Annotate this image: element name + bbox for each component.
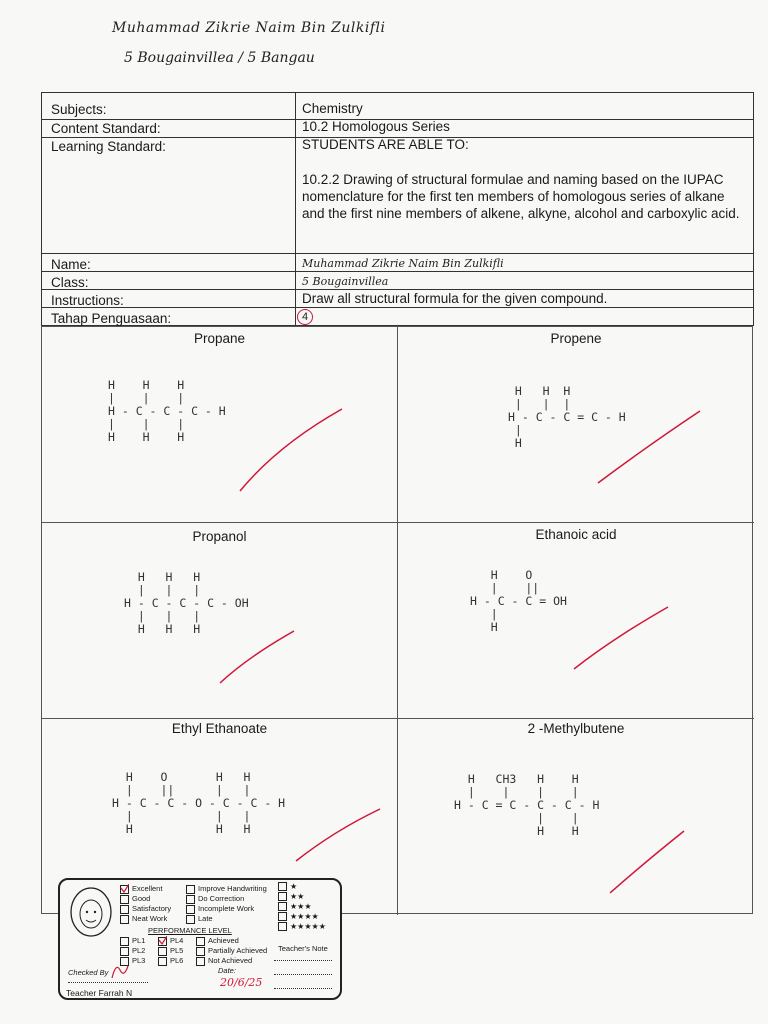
pl-option: PL1 [132,936,146,945]
checkbox [186,915,195,924]
pl-option: PL6 [170,956,184,965]
info-table [41,92,754,326]
teacher-name: Teacher Farrah N [66,988,133,998]
learning-standard-detail: 10.2.2 Drawing of structural formulae and naming based on the IUPAC nomenclature for the first ten members of homologous series of alkane and the first nine members of alkene, alkyne, alcohol and carboxylic acid. [302,172,740,221]
checkbox [278,882,287,891]
pl-option: PL3 [132,956,146,965]
compound-title: Propanol [192,529,247,544]
instructions-label: Instructions: [51,293,124,308]
instructions-value: Draw all structural formula for the given compound. [302,291,608,306]
structural-formula: H O | || H - C - C = OH | H [470,568,567,634]
compound-title: 2 -Methylbutene [527,721,625,736]
checkbox-pl4 [158,937,167,946]
checkbox [158,957,167,966]
stamp-option: Satisfactory [132,904,172,913]
class-label: Class: [51,275,89,290]
star-rating-icon: ★★★ [290,902,312,911]
check-mark-icon [294,805,384,865]
check-mark-icon [596,407,706,487]
teachers-note-label: Teacher's Note [278,944,328,953]
checkbox [186,905,195,914]
checkbox [278,892,287,901]
achieve-option: Achieved [208,936,239,945]
stamp-option: Good [132,894,151,903]
pl-option: PL2 [132,946,146,955]
answer-grid [41,326,753,914]
star-rating-icon: ★★★★★ [290,922,326,931]
stamp-option: Excellent [132,884,163,893]
checkbox [196,947,205,956]
check-mark-icon [572,603,672,673]
stamp-option: Incomplete Work [198,904,255,913]
cell-2-methylbutene [398,719,754,915]
checkbox [120,947,129,956]
stamp-option: Improve Handwriting [198,884,267,893]
stamp-option: Neat Work [132,914,168,923]
checkbox [196,957,205,966]
content-standard-value: 10.2 Homologous Series [302,119,450,134]
structural-formula: H CH3 H H | | | | H - C = C - C - C - H | | H H [454,772,600,838]
structural-formula: H O H H | || | | H - C - C - O - C - C - H | | | H H H [112,770,286,836]
table-divider [295,93,296,325]
checkbox [278,922,287,931]
pl-option: PL5 [170,946,184,955]
star-rating-icon: ★ [290,882,298,891]
checkbox [278,902,287,911]
checkbox-excellent [120,885,129,894]
cell-propanol [42,523,398,719]
subjects-value: Chemistry [302,101,363,116]
cell-propane [42,327,398,523]
checkbox [120,915,129,924]
cell-propene [398,327,754,523]
check-mark-icon [608,827,688,897]
checked-by-label: Checked By [68,968,109,977]
date-label: Date: [218,966,236,975]
compound-title: Ethanoic acid [535,527,617,542]
achieve-option: Not Achieved [208,956,253,965]
subjects-label: Subjects: [51,102,107,117]
checkbox [196,937,205,946]
check-mark-icon [218,627,298,687]
learning-standard-label: Learning Standard: [51,139,166,154]
checkbox [120,895,129,904]
checkbox [186,895,195,904]
star-rating-icon: ★★ [290,892,305,901]
structural-formula: H H H | | | H - C - C - C - H | | | H H H [108,378,226,444]
name-value: Muhammad Zikrie Naim Bin Zulkifli [302,257,504,270]
tahap-penguasaan-value: 4 [297,309,313,325]
compound-title: Ethyl Ethanoate [171,721,268,736]
structural-formula: H H H | | | H - C - C = C - H | H [508,384,626,450]
compound-title: Propane [193,331,246,346]
teacher-stamp [58,878,342,1000]
signature-icon [110,960,130,980]
achieve-option: Partially Achieved [208,946,268,955]
structural-formula: H H H | | | H - C - C - C - OH | | | H H H [124,570,249,636]
content-standard-label: Content Standard: [51,121,161,136]
stamp-option: Do Correction [198,894,245,903]
checkbox [158,947,167,956]
stamp-option: Late [198,914,213,923]
checkbox [120,937,129,946]
name-label: Name: [51,257,91,272]
pl-option: PL4 [170,936,184,945]
checkbox [278,912,287,921]
class-value: 5 Bougainvillea [302,275,389,288]
date-value: 20/6/25 [220,976,263,989]
cell-ethanoic-acid [398,523,754,719]
check-mark-icon [238,405,348,495]
star-rating-icon: ★★★★ [290,912,319,921]
tahap-penguasaan-label: Tahap Penguasaan: [51,311,172,326]
handwritten-student-class: 5 Bougainvillea / 5 Bangau [124,50,315,66]
checkbox [120,905,129,914]
performance-level-title: PERFORMANCE LEVEL [148,926,232,935]
learning-standard-value: STUDENTS ARE ABLE TO: [302,137,469,152]
compound-title: Propene [550,331,602,346]
checkbox [186,885,195,894]
teacher-avatar-icon [66,886,116,942]
handwritten-student-name: Muhammad Zikrie Naim Bin Zulkifli [112,20,386,36]
